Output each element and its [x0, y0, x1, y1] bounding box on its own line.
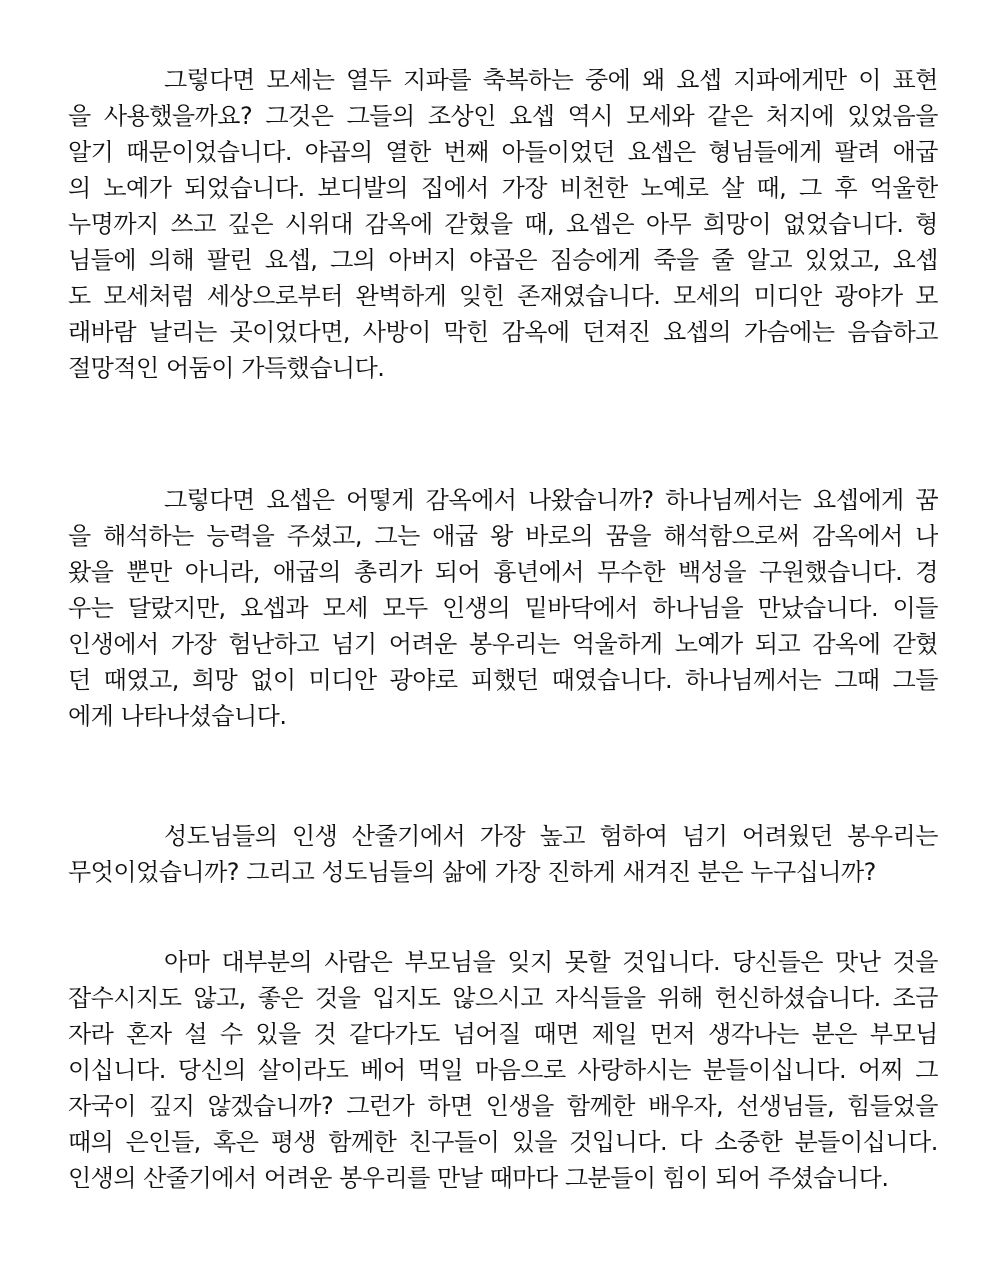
word: 사용했을까요? — [103, 104, 253, 128]
word: 후 — [834, 176, 858, 200]
word: 꿈을 — [605, 524, 652, 548]
word: 주셨고, — [286, 524, 362, 548]
word: 희망이 — [702, 212, 772, 236]
word: 때, — [524, 212, 555, 236]
word: 희망 — [191, 668, 238, 692]
word: 모세처럼 — [103, 284, 195, 308]
word: 그들 — [892, 668, 938, 692]
word: 백성을 — [678, 560, 747, 584]
word: 선생님들, — [736, 1094, 835, 1118]
word: 을 — [68, 524, 91, 548]
word: 진하게 — [547, 860, 616, 884]
word: 요셉, — [264, 248, 318, 272]
word: 열두 — [346, 68, 392, 92]
paragraph-1 — [68, 68, 938, 392]
word: 만날 — [437, 1166, 483, 1190]
word: 가슴에는 — [743, 320, 835, 344]
word: 산줄기에서 — [351, 824, 466, 848]
word: 집에서 — [420, 176, 489, 200]
word: 않겠습니까? — [207, 1094, 334, 1118]
word: 되었습니다. — [184, 176, 305, 200]
word: 가장 — [501, 176, 547, 200]
word: 것을 — [892, 950, 938, 974]
word: 완벽하게 — [355, 284, 447, 308]
word: 무엇이었습니까? — [68, 860, 240, 884]
word: 달랐지만, — [127, 596, 226, 620]
word: 것 — [313, 1022, 337, 1046]
text-line — [68, 248, 938, 272]
word: 날리는 — [148, 320, 217, 344]
word: 입지도 — [372, 986, 441, 1010]
word: 하나님께서는 — [665, 488, 802, 512]
word: 줄 — [711, 248, 734, 272]
word: 그것은 — [265, 104, 334, 128]
word: 분은 — [697, 860, 744, 884]
word: 래바람 — [68, 320, 137, 344]
word: 누구십니까? — [750, 860, 876, 884]
word: 있었고, — [804, 248, 880, 272]
word: 팔린 — [206, 248, 253, 272]
text-line — [68, 704, 938, 728]
word: 어떻게 — [346, 488, 415, 512]
word: 아니라, — [184, 560, 260, 584]
word: 요셉 — [509, 104, 555, 128]
word: 미디안 — [308, 668, 377, 692]
word: 것입니다. — [569, 1130, 668, 1154]
word: 왔을 — [68, 560, 114, 584]
word: 모세는 — [266, 68, 335, 92]
word: 자라 — [68, 1022, 114, 1046]
word: 꿈 — [915, 488, 938, 512]
word: 분들이십니다. — [702, 1058, 847, 1082]
word: 되고 — [754, 632, 801, 656]
word: 분들이십니다. — [794, 1130, 938, 1154]
word: 누명까지 — [68, 212, 159, 236]
word: 조상인 — [427, 104, 496, 128]
text-line — [68, 104, 938, 128]
word: 가득했습니다. — [241, 356, 385, 380]
word: 요셉의 — [663, 320, 732, 344]
text-line — [68, 632, 938, 656]
word: 못할 — [564, 950, 611, 974]
text-line — [68, 1058, 938, 1082]
word: 음습하고 — [847, 320, 938, 344]
word: 설 — [184, 1022, 208, 1046]
word: 아무 — [645, 212, 692, 236]
word: 처지에 — [765, 104, 835, 128]
text-line — [68, 986, 938, 1010]
word: 왕 — [490, 524, 513, 548]
word: 알고 — [746, 248, 793, 272]
word: 왜 — [641, 68, 665, 92]
word: 우는 — [68, 596, 114, 620]
word: 함께한 — [566, 1094, 635, 1118]
word: 때였고, — [103, 668, 179, 692]
word: 능력을 — [206, 524, 275, 548]
word: 헌신하셨습니다. — [714, 986, 881, 1010]
word: 곳이었다면, — [229, 320, 351, 344]
text-line — [68, 950, 938, 974]
word: 험하여 — [599, 824, 668, 848]
word: 대부분의 — [221, 950, 313, 974]
word: 함께한 — [328, 1130, 397, 1154]
word: 어려웠던 — [741, 824, 833, 848]
word: 먼저 — [649, 1022, 696, 1046]
word: 축복하는 — [482, 68, 574, 92]
word: 총리가 — [353, 560, 422, 584]
word: 베어 — [360, 1058, 406, 1082]
word: 애굽 — [432, 524, 478, 548]
word: 성도님들의 — [164, 824, 278, 848]
word: 해석함으로써 — [663, 524, 800, 548]
word: 봉우리는 — [468, 632, 560, 656]
word: 당신의 — [177, 1058, 246, 1082]
word: 요셉은 — [266, 488, 335, 512]
word: 요셉과 — [240, 596, 309, 620]
word: 때문이었습니다. — [126, 140, 292, 164]
word: 주셨습니다. — [767, 1166, 889, 1190]
word: 험난하고 — [228, 632, 320, 656]
word: 되어 — [715, 1166, 761, 1190]
word: 경 — [915, 560, 938, 584]
word: 노예로 — [640, 176, 709, 200]
word: 감옥에 — [501, 320, 570, 344]
word: 혹은 — [213, 1130, 259, 1154]
word: 의해 — [148, 248, 195, 272]
word: 감옥에 — [812, 632, 881, 656]
word: 인생의 — [68, 1166, 137, 1190]
word: 되어 — [434, 560, 481, 584]
word: 때마다 — [489, 1166, 558, 1190]
word: 것을 — [314, 986, 361, 1010]
word: 다 — [679, 1130, 703, 1154]
word: 부모님을 — [404, 950, 496, 974]
word: 평생 — [270, 1130, 317, 1154]
word: 배우자, — [648, 1094, 724, 1118]
word: 아들이었던 — [501, 140, 615, 164]
word: 부모님 — [869, 1022, 938, 1046]
word: 인생을 — [485, 1094, 554, 1118]
text-line — [68, 860, 938, 884]
word: 성도님들의 — [321, 860, 435, 884]
text-line — [68, 668, 938, 692]
word: 만났습니다. — [757, 596, 879, 620]
text-line — [68, 320, 938, 344]
word: 위해 — [657, 986, 703, 1010]
word: 깊은 — [227, 212, 274, 236]
word: 님들에 — [68, 248, 137, 272]
word: 맛난 — [835, 950, 881, 974]
word: 그때 — [834, 668, 880, 692]
word: 인생의 — [442, 596, 511, 620]
word: 마음으로 — [474, 1058, 566, 1082]
text-line — [68, 140, 938, 164]
word: 그런가 — [346, 1094, 415, 1118]
word: 던져진 — [582, 320, 651, 344]
word: 형님들에게 — [708, 140, 822, 164]
text-line — [68, 488, 938, 512]
word: 하나님께서는 — [685, 668, 822, 692]
word: 그 — [799, 176, 822, 200]
word: 갇혔을 — [444, 212, 513, 236]
word: 하나님을 — [652, 596, 744, 620]
word: 소중한 — [714, 1130, 783, 1154]
word: 요셉 — [676, 68, 722, 92]
word: 열한 — [385, 140, 431, 164]
word: 억울하게 — [571, 632, 663, 656]
word: 요셉은 — [565, 212, 635, 236]
word: 형 — [915, 212, 938, 236]
word: 않으시고 — [452, 986, 543, 1010]
word: 잊힌 — [459, 284, 505, 308]
word: 않고, — [193, 986, 246, 1010]
word: 깊지 — [149, 1094, 195, 1118]
word: 가장 — [479, 824, 526, 848]
word: 에게 — [68, 704, 114, 728]
word: 살 — [721, 176, 744, 200]
text-line — [68, 560, 938, 584]
word: 보디발의 — [317, 176, 409, 200]
word: 죽을 — [653, 248, 699, 272]
word: 광야로 — [389, 668, 458, 692]
word: 야곱은 — [468, 248, 538, 272]
word: 그렇다면 — [164, 68, 255, 92]
word: 것입니다. — [622, 950, 721, 974]
word: 도 — [68, 284, 91, 308]
word: 요셉 — [892, 248, 938, 272]
text-line — [68, 284, 938, 308]
word: 모세 — [322, 596, 368, 620]
word: 잊지 — [507, 950, 553, 974]
word: 해석하는 — [103, 524, 194, 548]
word: 을 — [68, 104, 91, 128]
word: 같은 — [707, 104, 753, 128]
word: 요셉에게 — [812, 488, 904, 512]
word: 막힌 — [443, 320, 489, 344]
word: 때의 — [68, 1130, 114, 1154]
word: 어려운 — [388, 632, 457, 656]
word: 잡수시지도 — [68, 986, 182, 1010]
word: 중에 — [584, 68, 631, 92]
word: 그의 — [330, 248, 376, 272]
word: 모 — [915, 284, 938, 308]
word: 갇혔 — [892, 632, 938, 656]
word: 어려운 — [263, 1166, 332, 1190]
word: 아버지 — [388, 248, 457, 272]
word: 분은 — [811, 1022, 857, 1046]
word: 세상으로부터 — [206, 284, 343, 308]
word: 그렇다면 — [164, 488, 255, 512]
text-line — [68, 1166, 938, 1190]
word: 무수한 — [596, 560, 666, 584]
word: 인생 — [291, 824, 338, 848]
word: 지파를 — [402, 68, 472, 92]
word: 때면 — [533, 1022, 579, 1046]
word: 애굽 — [892, 140, 938, 164]
paragraph-2 — [68, 488, 938, 740]
word: 수 — [219, 1022, 243, 1046]
word: 그분들이 — [564, 1166, 656, 1190]
word: 인생에서 — [68, 632, 159, 656]
word: 넘기 — [682, 824, 728, 848]
word: 짐승에게 — [549, 248, 641, 272]
word: 같다가도 — [349, 1022, 440, 1046]
word: 때였습니다. — [551, 668, 673, 692]
word: 절망적인 — [68, 356, 159, 380]
word: 그는 — [374, 524, 420, 548]
word: 구원했습니다. — [759, 560, 903, 584]
word: 의 — [68, 176, 91, 200]
word: 생각나는 — [708, 1022, 799, 1046]
word: 노예가 — [103, 176, 172, 200]
word: 없었습니다. — [782, 212, 904, 236]
word: 힘들었을 — [847, 1094, 938, 1118]
word: 흉년에서 — [493, 560, 584, 584]
word: 이십니다. — [68, 1058, 166, 1082]
word: 봉우리를 — [339, 1166, 430, 1190]
text-line — [68, 1022, 938, 1046]
word: 넘기 — [331, 632, 377, 656]
word: 나 — [915, 524, 938, 548]
word: 미디안 — [753, 284, 822, 308]
text-line — [68, 68, 938, 92]
word: 있을 — [255, 1022, 301, 1046]
word: 야곱의 — [304, 140, 373, 164]
text-line — [68, 176, 938, 200]
word: 있었음을 — [847, 104, 938, 128]
word: 이들 — [892, 596, 938, 620]
word: 뿐만 — [126, 560, 172, 584]
word: 감옥에 — [364, 212, 433, 236]
paragraph-3 — [68, 824, 938, 896]
word: 사람은 — [324, 950, 393, 974]
word: 당신들은 — [732, 950, 823, 974]
text-line — [68, 1130, 938, 1154]
word: 하면 — [427, 1094, 473, 1118]
word: 지파에게만 — [733, 68, 847, 92]
word: 없이 — [250, 668, 296, 692]
word: 좋은 — [257, 986, 304, 1010]
word: 새겨진 — [622, 860, 691, 884]
word: 밑바닥에서 — [524, 596, 638, 620]
word: 사방이 — [362, 320, 431, 344]
word: 은인들, — [125, 1130, 201, 1154]
text-line — [68, 824, 938, 848]
word: 살이라도 — [257, 1058, 349, 1082]
word: 넘어질 — [452, 1022, 521, 1046]
word: 표현 — [892, 68, 938, 92]
word: 쓰고 — [170, 212, 216, 236]
word: 그들의 — [346, 104, 415, 128]
text-line — [68, 596, 938, 620]
word: 어찌 — [857, 1058, 904, 1082]
word: 번째 — [443, 140, 489, 164]
word: 그리고 — [246, 860, 315, 884]
word: 힘이 — [662, 1166, 709, 1190]
word: 모세의 — [673, 284, 742, 308]
word: 모두 — [382, 596, 428, 620]
word: 모세와 — [626, 104, 695, 128]
word: 그 — [915, 1058, 938, 1082]
word: 높고 — [539, 824, 585, 848]
word: 가장 — [170, 632, 217, 656]
word: 요셉은 — [627, 140, 696, 164]
text-line — [68, 1094, 938, 1118]
word: 애굽의 — [272, 560, 341, 584]
word: 역시 — [567, 104, 613, 128]
word: 가장 — [494, 860, 541, 884]
word: 아마 — [164, 950, 210, 974]
word: 바로의 — [525, 524, 594, 548]
text-line — [68, 212, 938, 236]
word: 나타나셨습니다. — [120, 704, 287, 728]
word: 있을 — [511, 1130, 557, 1154]
word: 제일 — [591, 1022, 638, 1046]
word: 알기 — [68, 140, 114, 164]
word: 자국이 — [68, 1094, 137, 1118]
word: 감옥에서 — [425, 488, 517, 512]
text-line — [68, 524, 938, 548]
word: 자식들을 — [554, 986, 646, 1010]
word: 어둠이 — [165, 356, 234, 380]
word: 조금 — [892, 986, 938, 1010]
word: 팔려 — [834, 140, 880, 164]
word: 광야가 — [834, 284, 903, 308]
word: 삶에 — [442, 860, 488, 884]
word: 피했던 — [470, 668, 539, 692]
word: 사랑하시는 — [577, 1058, 691, 1082]
word: 나왔습니까? — [528, 488, 654, 512]
word: 노예가 — [674, 632, 743, 656]
word: 산줄기에서 — [143, 1166, 257, 1190]
word: 혼자 — [126, 1022, 172, 1046]
word: 친구들이 — [408, 1130, 500, 1154]
word: 던 — [68, 668, 91, 692]
word: 먹일 — [417, 1058, 463, 1082]
word: 존재였습니다. — [517, 284, 661, 308]
text-line — [68, 356, 938, 380]
word: 억울한 — [869, 176, 938, 200]
paragraph-4 — [68, 950, 938, 1202]
word: 감옥에서 — [812, 524, 903, 548]
word: 이 — [858, 68, 881, 92]
word: 때, — [756, 176, 787, 200]
word: 비천한 — [559, 176, 628, 200]
word: 시위대 — [284, 212, 353, 236]
word: 봉우리는 — [847, 824, 938, 848]
